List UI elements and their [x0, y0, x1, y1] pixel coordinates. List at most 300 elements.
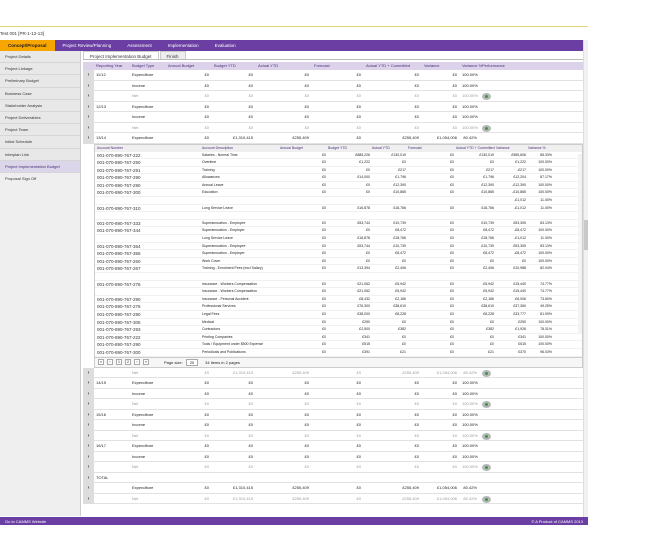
table-cell: £0	[356, 411, 361, 417]
table-cell: £0	[452, 464, 457, 470]
table-cell: £0	[356, 369, 361, 375]
table-row	[83, 420, 583, 431]
detail-cell: £0	[450, 243, 454, 248]
detail-row	[95, 189, 582, 197]
table-cell: £0	[204, 390, 209, 396]
table-cell: Income	[132, 422, 146, 428]
table-cell: 100.00%	[462, 443, 478, 449]
performance-cell	[480, 462, 510, 473]
table-cell	[94, 112, 130, 123]
detail-header-variance-pct[interactable]: Variance %	[528, 145, 546, 150]
table-cell: £0	[204, 103, 209, 109]
detail-cell	[278, 273, 326, 280]
table-cell: £0	[452, 443, 457, 449]
page-size-select[interactable]: 20	[186, 359, 198, 366]
table-cell: £0	[204, 82, 209, 88]
header-expander	[83, 62, 94, 70]
table-row	[83, 494, 583, 505]
table-cell: £0	[304, 443, 309, 449]
detail-cell: Periodicals and Publications	[202, 349, 246, 354]
row-expand-icon[interactable]: ›	[83, 133, 94, 144]
window-title: Test 001 [PR-1-12-13]	[0, 31, 45, 36]
detail-cell: £0	[322, 296, 326, 301]
table-cell: £0	[356, 124, 361, 130]
table-cell: £0	[204, 135, 209, 140]
detail-cell: Superannuation - Employee	[202, 220, 246, 225]
detail-cell: £0	[322, 205, 326, 210]
performance-gauge-icon	[482, 496, 491, 503]
table-cell: £0	[356, 485, 361, 491]
detail-cell: Insurance - Workers Compensation	[202, 289, 257, 294]
table-cell: £0	[304, 103, 309, 109]
detail-cell: £2,406	[395, 266, 406, 271]
performance-gauge-icon	[482, 370, 491, 377]
performance-cell	[480, 70, 510, 81]
detail-cell: 11.00%	[540, 198, 552, 203]
table-cell: £0	[204, 401, 209, 407]
table-row	[83, 452, 583, 463]
detail-cell	[454, 212, 494, 219]
row-expand-icon[interactable]: ›	[83, 473, 94, 484]
table-cell: £0	[356, 401, 361, 407]
detail-cell: 83.13%	[540, 243, 552, 248]
detail-cell: £53,744	[357, 243, 370, 248]
row-expand-icon[interactable]: ›	[83, 123, 94, 134]
detail-cell: -£1,012	[514, 236, 526, 241]
detail-cell: £10,739	[481, 243, 494, 248]
detail-cell: 83.13%	[540, 220, 552, 225]
table-cell	[312, 473, 364, 484]
account-number-cell	[95, 288, 200, 296]
detail-row	[95, 152, 582, 160]
table-cell: £0	[414, 401, 419, 407]
tab-implementation[interactable]: Implementation	[167, 43, 199, 48]
header-variance-pct[interactable]: Variance %	[462, 63, 483, 68]
table-cell: 100.00%	[462, 103, 478, 109]
table-cell: £1,310,415	[232, 369, 253, 375]
detail-cell: £0	[322, 289, 326, 294]
detail-cell	[370, 197, 406, 205]
detail-cell: £2,500	[359, 327, 370, 332]
pager-first-button[interactable]: «	[98, 359, 104, 365]
performance-cell	[480, 133, 510, 144]
detail-cell: £1,926	[515, 327, 526, 332]
detail-cell: Printing Companies	[202, 334, 233, 339]
detail-cell: £0	[366, 182, 370, 187]
detail-cell	[454, 197, 494, 205]
sidebar-item-stakeholder-analysis[interactable]: Stakeholder Analysis	[0, 100, 80, 112]
detail-cell: £217	[398, 167, 406, 172]
header-budget-type[interactable]: Budget Type	[132, 63, 155, 68]
performance-cell	[480, 431, 510, 442]
performance-cell	[480, 378, 510, 389]
detail-cell: £0	[322, 228, 326, 233]
detail-cell: 100.00%	[538, 160, 552, 165]
table-cell: £0	[304, 422, 309, 428]
table-cell: £255,409	[292, 135, 309, 140]
detail-cell: £0	[402, 334, 406, 339]
table-cell: 80.42%	[463, 369, 477, 375]
detail-scrollbar[interactable]	[578, 154, 582, 334]
performance-cell	[480, 441, 510, 452]
table-row	[83, 410, 583, 421]
table-cell: £0	[452, 72, 457, 77]
detail-header-annual-budget[interactable]: Annual Budget	[280, 145, 303, 150]
subtab-implementation-budget[interactable]: Project Implementation Budget	[83, 51, 159, 59]
pager-next-button[interactable]: ›	[134, 359, 140, 365]
row-expand-icon[interactable]: ›	[83, 452, 94, 463]
detail-cell: £21,062	[357, 289, 370, 294]
table-cell: Net	[132, 124, 139, 130]
detail-header-account-number[interactable]: Account Number	[97, 145, 124, 150]
detail-cell: £10,865	[393, 190, 406, 195]
table-cell: 11/12	[96, 72, 106, 77]
table-cell: £0	[452, 411, 457, 417]
table-cell: 100.00%	[462, 464, 478, 470]
account-number-cell: 001-070-890-767-222	[97, 334, 141, 340]
table-cell: £255,409	[292, 485, 309, 491]
table-cell: £1,054,006	[436, 495, 457, 501]
account-number-cell: 001-070-890-767-344	[97, 228, 141, 234]
detail-cell: £12,390	[393, 182, 406, 187]
table-cell: 100.00%	[462, 124, 478, 130]
detail-cell: 81.09%	[540, 311, 552, 316]
detail-row	[95, 174, 582, 182]
table-cell: £0	[356, 432, 361, 438]
detail-cell: £0	[366, 228, 370, 233]
account-number-cell: 001-070-890-767-355	[97, 251, 141, 257]
detail-cell: £0	[322, 220, 326, 225]
subtab-finish[interactable]: Finish	[160, 51, 186, 59]
detail-row	[95, 205, 582, 213]
detail-cell: £0	[450, 236, 454, 241]
sidebar-item-project-linkage[interactable]: Project Linkage	[0, 63, 80, 75]
detail-cell: 74.77%	[540, 281, 552, 286]
detail-header-account-description[interactable]: Account Description	[202, 145, 234, 150]
detail-cell: £0	[450, 182, 454, 187]
detail-cell: £53,305	[513, 243, 526, 248]
table-row	[83, 431, 583, 442]
detail-cell: Allowances	[202, 175, 220, 180]
table-cell	[460, 473, 480, 484]
table-cell: £0	[248, 453, 253, 459]
table-cell	[94, 389, 130, 400]
detail-cell: 100.00%	[538, 258, 552, 263]
pager-prev-button[interactable]: ‹	[107, 359, 113, 365]
table-cell: Net	[132, 401, 139, 407]
detail-cell: £0	[402, 342, 406, 347]
detail-cell: £515	[362, 342, 370, 347]
tab-evaluation[interactable]: Evaluation	[214, 43, 236, 48]
row-expand-icon[interactable]: ›	[83, 112, 94, 123]
table-cell: £0	[452, 390, 457, 396]
detail-cell	[278, 197, 326, 205]
performance-cell	[480, 389, 510, 400]
detail-cell: £1,796	[483, 175, 494, 180]
detail-row	[95, 235, 582, 243]
table-cell: £0	[248, 401, 253, 407]
sidebar-item-proposal-sign-off[interactable]: Proposal Sign Off	[5, 175, 37, 181]
top-divider	[0, 26, 588, 27]
tab-assessment[interactable]: Assessment	[127, 43, 152, 48]
detail-cell: £0	[366, 251, 370, 256]
table-cell	[94, 431, 130, 442]
detail-cell: -£1,012	[514, 205, 526, 210]
detail-cell: 100.00%	[538, 167, 552, 172]
detail-cell: £341	[518, 334, 526, 339]
detail-cell: £14,000	[357, 175, 370, 180]
table-cell	[94, 483, 130, 494]
table-cell: 100.00%	[462, 432, 478, 438]
camms-website-link[interactable]: Go to CAMMS Website	[5, 518, 47, 524]
performance-cell	[480, 483, 510, 494]
table-cell: £0	[414, 422, 419, 428]
table-cell: £0	[248, 103, 253, 109]
row-expand-icon[interactable]: ›	[83, 102, 94, 113]
table-cell: £255,409	[402, 369, 419, 375]
table-cell: 12/13	[96, 103, 107, 109]
account-number-cell: 001-070-890-767-276	[97, 304, 141, 310]
row-expand-icon[interactable]: ›	[83, 431, 94, 442]
detail-cell: £10,739	[393, 243, 406, 248]
performance-cell	[480, 102, 510, 113]
pager-page-1[interactable]: 1	[116, 359, 122, 365]
sidebar-item-project-deliverables[interactable]: Project Deliverables	[0, 112, 80, 124]
table-cell: 15/16	[96, 411, 107, 417]
table-cell: £0	[304, 401, 309, 407]
table-cell: £0	[452, 103, 457, 109]
detail-cell: £0	[490, 334, 494, 339]
detail-cell	[526, 273, 552, 280]
detail-cell: £18,766	[481, 205, 494, 210]
table-cell	[166, 473, 212, 484]
table-cell: 14/15	[96, 380, 107, 386]
header-actual-ytd[interactable]: Actual YTD	[258, 63, 279, 68]
detail-cell: Superannuation - Employer	[202, 228, 245, 233]
detail-cell: £1,222	[515, 160, 526, 165]
detail-cell: £0	[450, 296, 454, 301]
row-expand-icon[interactable]: ›	[83, 410, 94, 421]
account-number-cell: 001-070-890-767-310	[97, 205, 141, 211]
detail-cell: £391	[362, 349, 370, 354]
account-number-cell: 001-070-890-767-290	[97, 182, 141, 188]
detail-cell: 11.00%	[540, 205, 552, 210]
detail-cell: £21	[488, 349, 494, 354]
row-expand-icon[interactable]: ›	[83, 368, 94, 379]
detail-cell	[278, 212, 326, 219]
table-cell: £0	[304, 114, 309, 119]
detail-cell: £38,000	[357, 311, 370, 316]
row-expand-icon[interactable]: ›	[83, 494, 94, 505]
detail-cell: £250	[518, 319, 526, 324]
detail-cell	[326, 197, 370, 205]
row-expand-icon[interactable]: ›	[83, 91, 94, 102]
pager-page-2[interactable]: 2	[125, 359, 131, 365]
detail-header	[95, 145, 582, 152]
sidebar-item-interplan-link[interactable]: Interplan Link	[0, 149, 80, 161]
row-expand-icon[interactable]: ›	[83, 462, 94, 473]
sidebar-item-project-implementation-budget[interactable]: Project Implementation Budget	[0, 161, 80, 173]
footer	[0, 517, 588, 525]
detail-cell: £21	[400, 349, 406, 354]
table-row	[83, 123, 583, 134]
sidebar-item-preliminary-budget[interactable]: Preliminary Budget	[0, 75, 80, 87]
account-number-cell: 001-070-890-767-267	[97, 266, 141, 272]
detail-cell: £8,472	[483, 228, 494, 233]
table-cell: £255,409	[402, 485, 419, 491]
sidebar	[0, 51, 81, 516]
detail-cell: £0	[322, 258, 326, 263]
table-cell: Expenditure	[132, 72, 154, 77]
detail-cell: £16,878	[357, 205, 370, 210]
table-cell: £0	[414, 443, 419, 449]
row-expand-icon[interactable]: ›	[83, 420, 94, 431]
sidebar-item-initial-schedule[interactable]: Initial Schedule	[0, 136, 80, 148]
detail-cell: £0	[450, 190, 454, 195]
header-actual-ytd-committed[interactable]: Actual YTD + Committed	[366, 63, 411, 68]
table-cell: £0	[204, 443, 209, 449]
tab-concept-proposal[interactable]: Concept/Proposal	[0, 40, 55, 51]
table-cell: £0	[356, 103, 361, 109]
table-cell: £0	[356, 422, 361, 428]
header-budget-ytd[interactable]: Budget YTD	[214, 63, 236, 68]
header-reporting-year[interactable]: Reporting Year	[96, 63, 123, 68]
row-expand-icon[interactable]: ›	[83, 378, 94, 389]
detail-cell: -£1,012	[514, 198, 526, 203]
account-number-cell	[95, 235, 200, 243]
detail-cell	[406, 273, 454, 280]
page-scrollbar[interactable]	[583, 40, 588, 517]
detail-header-forecast[interactable]: Forecast	[408, 145, 422, 150]
table-cell: TOTAL	[96, 474, 109, 480]
performance-cell	[480, 494, 510, 505]
detail-cell: Education	[202, 190, 218, 195]
detail-cell	[406, 212, 454, 219]
table-cell: £0	[414, 103, 419, 109]
detail-cell: £0	[322, 311, 326, 316]
header-performance[interactable]: Performance	[482, 63, 505, 68]
row-expand-icon[interactable]: ›	[83, 81, 94, 92]
header-annual-budget[interactable]: Annual Budget	[168, 63, 195, 68]
detail-cell	[494, 273, 526, 280]
page-scrollbar-thumb[interactable]	[584, 220, 588, 250]
table-cell: £1,054,006	[436, 135, 457, 140]
table-cell: Income	[132, 453, 146, 459]
table-cell: 80.42%	[463, 135, 477, 140]
detail-cell: Training - Enrolment Fees (excl Salary)	[202, 266, 263, 271]
detail-row	[95, 243, 582, 251]
detail-cell: 87.17%	[540, 175, 552, 180]
table-cell	[94, 420, 130, 431]
table-cell: £0	[204, 72, 209, 77]
row-expand-icon[interactable]: ›	[83, 483, 94, 494]
detail-cell: £0	[450, 228, 454, 233]
detail-cell: £8,228	[395, 311, 406, 316]
table-cell: 100.00%	[462, 72, 478, 77]
table-cell	[256, 473, 312, 484]
detail-cell: £885,226	[355, 152, 370, 157]
detail-cell	[326, 212, 370, 219]
table-cell: £255,409	[402, 495, 419, 501]
pager-last-button[interactable]: »	[143, 359, 149, 365]
table-cell: £0	[452, 114, 457, 119]
row-expand-icon[interactable]: ›	[83, 389, 94, 400]
detail-cell: Professional Services	[202, 304, 236, 309]
sidebar-item-business-case[interactable]: Business Case	[0, 88, 80, 100]
table-cell: 80.42%	[463, 485, 477, 491]
detail-cell	[454, 273, 494, 280]
detail-cell: -£12,390	[512, 182, 526, 187]
table-cell: £0	[304, 72, 309, 77]
header-variance[interactable]: Variance	[424, 63, 440, 68]
detail-header-actual-ytd-committed[interactable]: Actual YTD + Committed	[456, 145, 495, 150]
account-number-cell: 001-070-890-767-300	[97, 349, 141, 355]
detail-cell: -£10,865	[512, 190, 526, 195]
table-cell: 16/17	[96, 443, 107, 449]
table-cell: £0	[356, 135, 361, 140]
detail-cell: £0	[450, 266, 454, 271]
detail-cell: £0	[450, 220, 454, 225]
detail-cell: £0	[450, 258, 454, 263]
performance-cell	[480, 81, 510, 92]
detail-cell: £515	[518, 342, 526, 347]
detail-cell: £0	[322, 349, 326, 354]
tab-project-review-planning[interactable]: Project Review/Planning	[62, 43, 112, 48]
detail-cell	[370, 273, 406, 280]
table-cell: £0	[356, 495, 361, 501]
detail-cell: £0	[490, 258, 494, 263]
table-cell: £0	[452, 422, 457, 428]
detail-cell: 100.00%	[538, 228, 552, 233]
detail-cell: £0	[450, 349, 454, 354]
detail-cell: £12,204	[513, 175, 526, 180]
detail-cell: £250	[362, 319, 370, 324]
detail-header-budget-ytd[interactable]: Budget YTD	[328, 145, 348, 150]
detail-cell	[494, 212, 526, 219]
detail-header-variance[interactable]: Variance	[496, 145, 510, 150]
table-cell: 13/14	[96, 135, 107, 140]
row-expand-icon[interactable]: ›	[83, 70, 94, 81]
detail-cell: £53,305	[513, 220, 526, 225]
detail-cell: £0	[322, 160, 326, 165]
detail-header-actual-ytd[interactable]: Actual YTD	[372, 145, 390, 150]
subtab-bar	[83, 51, 583, 60]
table-cell: £0	[304, 453, 309, 459]
row-expand-icon[interactable]: ›	[83, 399, 94, 410]
sidebar-item-project-team[interactable]: Project Team	[0, 124, 80, 136]
main-nav	[0, 40, 583, 51]
table-cell: £0	[248, 390, 253, 396]
table-cell	[94, 91, 130, 102]
header-forecast[interactable]: Forecast	[314, 63, 330, 68]
table-cell	[94, 399, 130, 410]
row-expand-icon[interactable]: ›	[83, 441, 94, 452]
sidebar-item-project-details[interactable]: Project Details	[0, 51, 80, 63]
table-cell: £0	[356, 114, 361, 119]
table-cell	[364, 473, 422, 484]
detail-cell: £0	[450, 289, 454, 294]
table-cell: £0	[304, 464, 309, 470]
detail-cell: £5,942	[395, 289, 406, 294]
detail-row	[95, 167, 582, 175]
table-cell: Net	[132, 93, 139, 98]
table-cell: £0	[356, 443, 361, 449]
table-cell	[94, 452, 130, 463]
detail-cell: £10,988	[513, 266, 526, 271]
detail-cell: £217	[486, 167, 494, 172]
detail-cell: £0	[490, 342, 494, 347]
table-row	[83, 70, 583, 81]
